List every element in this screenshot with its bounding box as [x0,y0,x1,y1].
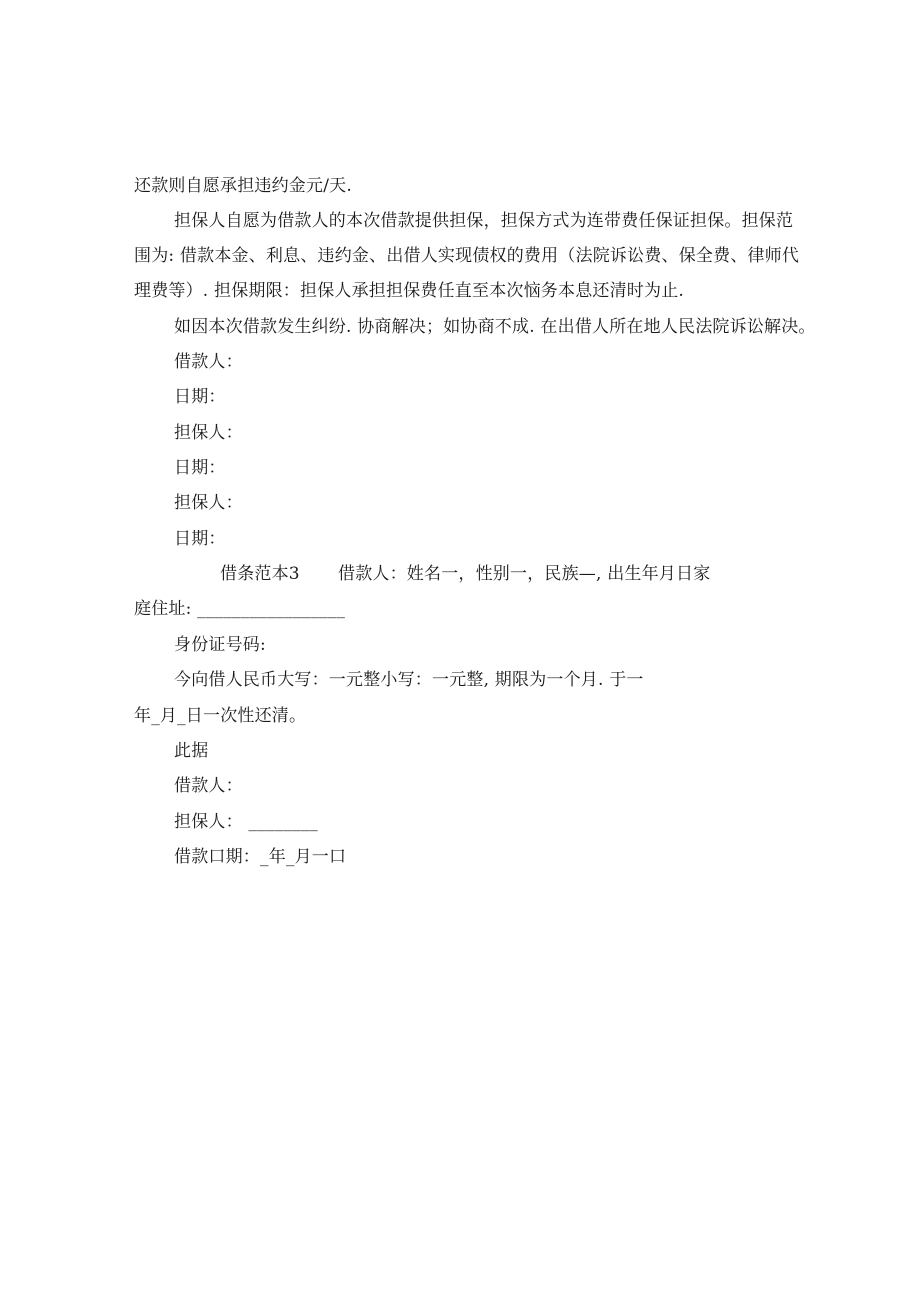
sample3-address-line: 庭住址: _________________ [134,599,346,619]
final-borrower-label: 借款人： [174,776,243,796]
signature-guarantor-label-1: 担保人： [174,423,243,443]
paragraph-guarantee-line-3: 理费等）. 担保期限：担保人承担担保费任直至本次恼务本息还清时为止. [134,281,685,301]
paragraph-penalty-line: 还款则自愿承担违约金元/天. [134,176,352,196]
paragraph-guarantee-line-2: 围为: 借款本金、利息、违约金、出借人实现债权的费用（法院诉讼费、保全费、律师代 [134,246,800,266]
final-date-label: 借款口期：_年_月一口 [174,847,347,867]
paragraph-guarantee-line-1: 担保人自愿为借款人的本次借款提供担保，担保方式为连带费任保证担保。担保范 [174,211,794,231]
signature-date-label-3: 日期： [174,529,226,549]
sample3-title: 借条范本3 [220,564,300,584]
signature-date-label-2: 日期： [174,458,226,478]
signature-borrower-label: 借款人： [174,352,243,372]
paragraph-dispute: 如因本次借款发生纠纷. 协商解决；如协商不成. 在出借人所在地人民法院诉讼解决。 [174,317,816,337]
final-guarantor-label: 担保人： ________ [174,812,319,832]
loan-amount-line-2: 年_月_日一次性还清。 [134,706,307,726]
signature-date-label-1: 日期： [174,387,226,407]
id-number-label: 身份证号码: [174,635,266,655]
sample3-borrower-info: 借款人：姓名一，性别一，民族—, 出生年月日家 [338,564,711,584]
loan-amount-line-1: 今向借人民币大写：一元整小写：一元整, 期限为一个月. 于一 [174,670,644,690]
signature-guarantor-label-2: 担保人： [174,493,243,513]
evidence-text: 此据 [174,741,209,761]
